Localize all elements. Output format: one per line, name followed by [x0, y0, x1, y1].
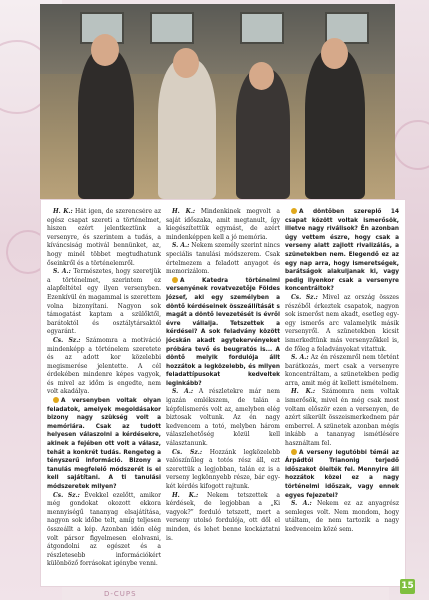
- interview-question: A döntőben szereplő 14 csapat között voltak ismerősök, illetve nagy riválisok? Én azonban úgy vettem észre, hogy csak a verseny alatt zajlott rivalizálás, a szünetekben nem. Elegendő ez az egy nap arra, hogy ismeretségek, barátságok alakuljanak ki, vagy pedig ilyenkor csak a versenyre koncentráltok?: [285, 209, 399, 293]
- speaker-initials: H. K.:: [172, 491, 199, 499]
- answer-text: Nekem személy szerint nincs speciális tanulási módszerem. Csak értelmezem a feladott anyagot és memorizálom.: [166, 242, 280, 276]
- article-column: [285, 208, 399, 580]
- speaker-initials: Cs. Sz.:: [291, 293, 318, 301]
- answer-text: Hát igen, de szerencsére az egész csapat szereti a történelmet, hiszen ezért jelentkeztünk a versenyre, és szerintem a tudás, a kíváncsiság motivál bennünket, az, hogy minél többet megtudhatunk őseinkről és a történelemről.: [47, 208, 161, 267]
- speaker-initials: H. K.:: [172, 208, 196, 215]
- speaker-initials: Cs. Sz.:: [172, 448, 203, 456]
- speaker-initials: H. K.:: [53, 208, 73, 215]
- interview-answer: [166, 208, 280, 242]
- interview-question: A versenyben voltak olyan feladatok, amelyek megoldásakor bizony nagy szükség volt a memóriára. Csak az tudott helyesen válaszolni a kérdésekre, akinek a fejében ott volt a válasz, tehát a konkrét tudás. Rengeteg a tényszerű információ. Bizony a tanulás megfelelő módszerét is el kell sajátítani. A ti tanulási módszeretek milyen?: [47, 398, 161, 490]
- interview-answer: [47, 492, 161, 569]
- answer-text: A részletekre már nem igazán emlékszem, de talán a képfelismerés volt az, amelyben elég biztosak voltunk. Az én nagy kedvencem a totó, melyben három válaszlehetőség közül kell választanunk.: [166, 388, 280, 448]
- interview-answer: [47, 208, 161, 268]
- brand-mark: D-CUPS: [104, 590, 137, 598]
- speaker-initials: S. A.:: [291, 354, 309, 362]
- interview-answer: [166, 242, 280, 276]
- answer-text: Mivel az ország összes részéből érkeztek csapatok, nagyon sok ismerőst nem akadt, esetleg egy-egy ismerős arc valamelyik másik versenyről. A szünetekben kicsit ismerkedtünk más versenyzőkkel is, de főleg a feladványokat vitattuk.: [285, 293, 399, 353]
- speaker-initials: S. A.:: [291, 500, 312, 508]
- answer-text: Nekem ez az anyagrész semleges volt. Nem mondom, hogy utáltam, de nem tartozik a nagy kedvenceim közé sem.: [285, 500, 399, 533]
- interview-answer: [285, 388, 399, 448]
- interview-article: [40, 199, 406, 587]
- interview-answer: [47, 337, 161, 397]
- interview-question: A Katedra történelmi versenyének rovatvezetője Földes József, aki egy személyben a döntő kérdéseinek összeállítását s magát a döntő levezetését is évről évre vállalja. Tetszettek a kérdései? A sok feladvány között jócskán akadt agytekervényeket próbára tevő és beugratós is... A döntő melyik fordulója állt hozzátok a legközelebb, és milyen feladattípusokat kedveltek leginkább?: [166, 277, 280, 387]
- answer-text: Nekem tetszettek a kérdések, de legjobban a „Ki vagyok?” forduló tetszett, mert a verseny utolsó fordulója, ott dől el minden, és lehet benne kockáztatni is.: [166, 491, 280, 542]
- interview-answer: [166, 492, 280, 544]
- article-column: [47, 208, 161, 580]
- group-photo: [40, 4, 395, 199]
- answer-text: Számomra a motiváció mindenképp a történelem szeretete és az adott kor közelebbi megismerése jelentette. A cél érdekében mindenre képes vagyok, és mivel az időm is engedte, nem volt akadálya.: [47, 336, 161, 396]
- interview-answer: [285, 500, 399, 534]
- speaker-initials: S. A.:: [172, 388, 194, 396]
- interview-answer: [285, 294, 399, 354]
- interview-answer: [166, 388, 280, 448]
- speaker-initials: S. A.:: [172, 242, 190, 250]
- speaker-initials: S. A.:: [53, 268, 71, 276]
- interview-answer: [285, 354, 399, 388]
- answer-text: Mindenkinek megvolt a saját időszaka, amit megtanult, így kiegészítettük egymást, de azért mindenképpen kell a jó memória.: [166, 208, 280, 241]
- page-number: 15: [400, 579, 415, 594]
- interview-answer: [166, 449, 280, 492]
- speaker-initials: Cs. Sz.:: [53, 336, 81, 344]
- answer-text: Természetes, hogy szeretjük a történelmet, szerintem ez alapfeltétel egy ilyen versenyben. Ezenkívül én magammal is szerettem volna bizonyítani. Nagyon sok támogatást kaptam a szülőktől, barátoktól és osztálytársaktól egyaránt.: [47, 268, 161, 336]
- speaker-initials: Cs. Sz.:: [53, 491, 80, 499]
- answer-text: Számomra nem voltak ismerősök, mivel én még csak most voltam először ezen a versenyen, de azért sikerült összeismerkednem pár emberrel. A szünetek azonban mégis inkább a tananyag ismétlésére használtam fel.: [285, 388, 399, 448]
- speaker-initials: H. K.:: [291, 388, 316, 396]
- interview-answer: [47, 268, 161, 337]
- answer-text: Hozzánk legközelebb valószínűleg a totós rész áll, ezt szerettük a legjobban, talán ez is a verseny legkönnyebb része, bár egy-két kérdés kifogott rajtunk.: [166, 448, 280, 490]
- answer-text: Az én részemről nem történt barátkozás, mert csak a versenyre koncentráltam, a szünetekben pedig arra, amit még át kellett ismételnem.: [285, 354, 399, 387]
- interview-question: A verseny legutóbbi témái az Árpádtól Trianonig terjedő időszakot ölelték fel. Mennyire áll hozzátok közel ez a nagy történelmi időszak, vagy ennek egyes fejezetei?: [285, 449, 399, 499]
- article-column: [166, 208, 280, 580]
- answer-text: Évekkel ezelőtt, amikor még gondokat okozott ekkora mennyiségű tananyag elsajátítása, nagyon sok időbe telt, amíg teljesen összeállt a kép. Azonban idén elég volt pársor figyelmesen elolvasni, átgondolni az egészet és a részletesebb információkért különböző forrásokat igénybe venni.: [47, 491, 161, 568]
